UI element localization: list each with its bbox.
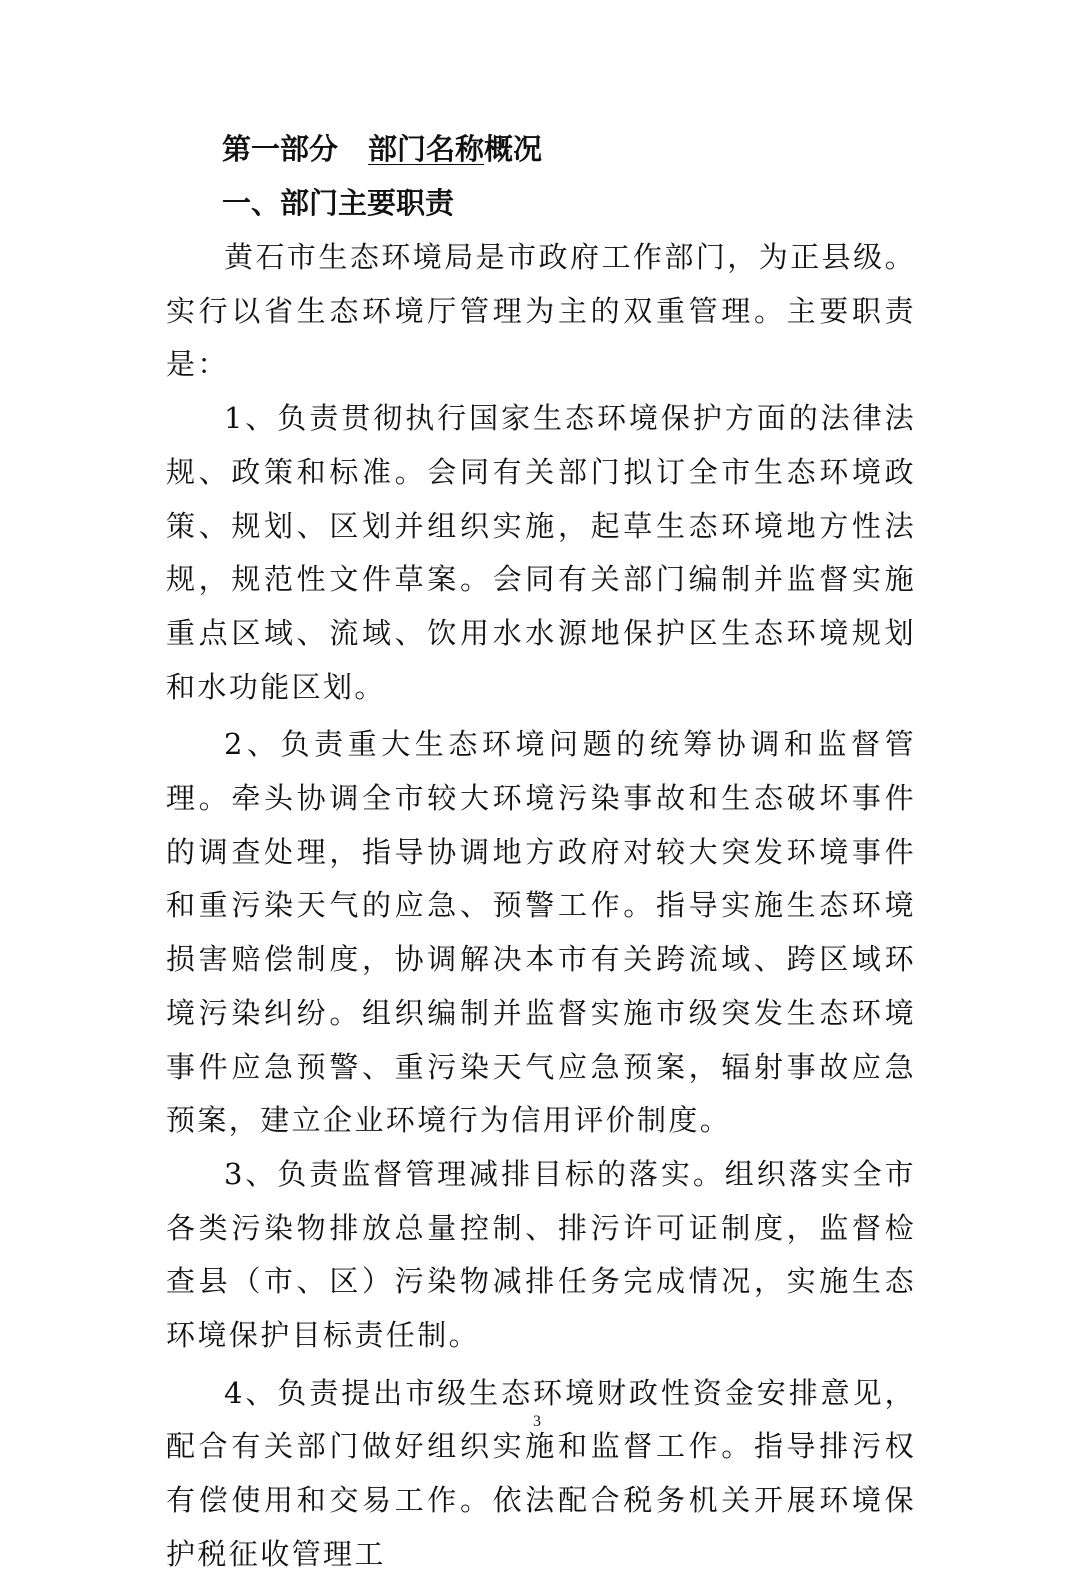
paragraph-duty-4: 4、负责提出市级生态环境财政性资金安排意见，配合有关部门做好组织实施和监督工作。指导排污权有偿使用和交易工作。依法配合税务机关开展环境保护税征收管理工 <box>166 1375 916 1571</box>
part-heading-title: 部门名称 <box>368 132 485 166</box>
paragraph-intro: 黄石市生态环境局是市政府工作部门，为正县级。实行以省生态环境厅管理为主的双重管理。主要职责是： <box>166 240 916 382</box>
part-heading-prefix: 第一部分 <box>222 132 339 166</box>
page-number: 3 <box>533 1413 541 1430</box>
body-text <box>166 231 916 1582</box>
paragraph-duty-2: 2、负责重大生态环境问题的统筹协调和监督管理。牵头协调全市较大环境污染事故和生态破坏事件的调查处理，指导协调地方政府对较大突发环境事件和重污染天气的应急、预警工作。指导实施生态环境损害赔偿制度，协调解决本市有关跨流域、跨区域环境污染纠纷。组织编制并监督实施市级突发生态环境事件应急预警、重污染天气应急预案，辐射事故应急预案，建立企业环境行为信用评价制度。 <box>166 727 916 1138</box>
paragraph-duty-1: 1、负责贯彻执行国家生态环境保护方面的法律法规、政策和标准。会同有关部门拟订全市生态环境政策、规划、区划并组织实施，起草生态环境地方性法规，规范性文件草案。会同有关部门编制并监督实施重点区域、流域、饮用水水源地保护区生态环境规划和水功能区划。 <box>166 401 916 704</box>
part-heading <box>222 131 542 167</box>
part-heading-suffix: 概况 <box>484 132 543 166</box>
section-heading: 一、部门主要职责 <box>222 186 455 220</box>
paragraph-duty-3: 3、负责监督管理减排目标的落实。组织落实全市各类污染物排放总量控制、排污许可证制度，监督检查县（市、区）污染物减排任务完成情况，实施生态环境保护目标责任制。 <box>166 1156 916 1353</box>
